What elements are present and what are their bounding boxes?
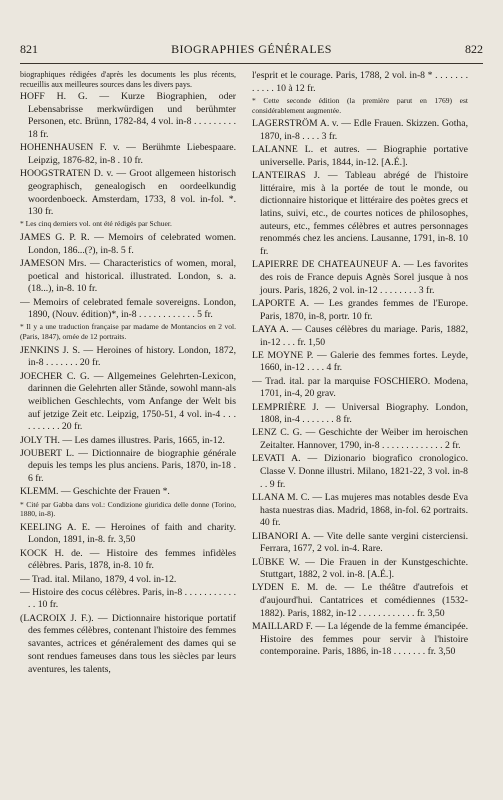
bibliography-entry: JAMESON Mrs. — Characteristics of women, moral, poetical and historical. illustrated. London, s. a.(18...), in-8. 10 fr.: [20, 257, 236, 295]
bibliography-entry: KEELING A. E. — Heroines of faith and charity. London, 1891, in-8. fr. 3,50: [20, 521, 236, 546]
bibliography-entry: KLEMM. — Geschichte der Frauen *.: [20, 486, 170, 498]
footnote: * Il y a une traduction française par madame de Montancios en 2 vol. (Paris, 1847), ornée de 12 portraits.: [20, 322, 236, 342]
bibliography-entry: LAPIERRE DE CHATEAUNEUF A. — Les favorites des rois de France depuis Agnès Sorel jusque à nos jours. Paris, 1826, 2 vol. in-12 . . . . . . . . 3 fr.: [252, 259, 468, 296]
bibliography-entry: LEVATI A. — Dizionario biografico cronologico. Classe V. Donne illustri. Milano, 1821-22, 3 vol. in-8 . . 9 fr.: [252, 453, 468, 490]
footnote: * Cité par Gabba dans vol.: Condizione giuridica delle donne (Torino, 1880, in-8).: [20, 499, 236, 519]
bibliography-entry: JOUBERT L. — Dictionnaire de biographie générale depuis les temps les plus anciens. Paris, 1870, in-18 . 6 fr.: [20, 447, 236, 485]
bibliography-entry: (LACROIX J. F.). — Dictionnaire historique portatif des femmes célèbres, contenant l'histoire des femmes savantes, actrices et généralement des dames qui se sont rendues fameuses dans tous les siècles par leurs aventures, les talents,: [20, 612, 236, 675]
bibliography-entry: — Trad. ital. Milano, 1879, 4 vol. in-12.: [20, 573, 177, 585]
page-number-left: 821: [20, 42, 38, 56]
bibliography-entry: HOOGSTRATEN D. v. — Groot allgemeen historisch geographisch, genealogisch en oordeelkundig woordenboeck. Amsterdam, 1733, 8 vol. in-fol. *. 130 fr.: [20, 168, 236, 218]
bibliography-entry: LENZ C. G. — Geschichte der Weiber im heroischen Zeitalter. Hannover, 1790, in-8 . . . . . . . . . . . . . 2 fr.: [252, 427, 468, 452]
bibliography-entry: MAILLARD F. — La légende de la femme émancipée. Histoire des femmes pour servir à l'histoire contemporaine. Paris, 1886, in-18 . . . . . . . fr. 3,50: [252, 621, 468, 658]
bibliography-entry: l'esprit et le courage. Paris, 1788, 2 vol. in-8 * . . . . . . . . . . . . 10 à 12 fr.: [252, 70, 468, 94]
bibliography-entry: LYDEN E. M. de. — Le théâtre d'autrefois et d'aujourd'hui. Cantatrices et comédiennes (1532-1882). Paris, 1882, in-12 . . . . . . . . . . . . fr. 3,50: [252, 582, 468, 619]
left-column: [20, 70, 236, 785]
bibliography-entry: JOLY TH. — Les dames illustres. Paris, 1665, in-12.: [20, 434, 225, 446]
bibliography-entry: LAPORTE A. — Les grandes femmes de l'Europe. Paris, 1870, in-8, portr. 10 fr.: [252, 297, 468, 322]
bibliography-entry: — Trad. ital. par la marquise FOSCHIERO. Modena, 1701, in-4, 20 grav.: [252, 375, 468, 400]
bibliography-entry: HOFF H. G. — Kurze Biographien, oder Lebensabrisse merkwürdigen und berühmter Personen, etc. Brünn, 1782-84, 4 vol. in-8 . . . . . . . . . 18 fr.: [20, 90, 236, 141]
bibliography-entry: JENKINS J. S. — Heroines of history. London, 1872, in-8 . . . . . . . 20 fr.: [20, 344, 236, 369]
bibliography-entry: JAMES G. P. R. — Memoirs of celebrated women. London, 186...(?), in-8. 5 f.: [20, 232, 236, 256]
bibliography-entry: LEMPRIÈRE J. — Universal Biography. London, 1808, in-4 . . . . . . . 8 fr.: [252, 401, 468, 426]
bibliography-entry: LANTEIRAS J. — Tableau abrégé de l'histoire littéraire, mis à la portée de tout le monde, ou dictionnaire historique et littéraire des poètes grecs et latins, suivi, etc., de courtes notices de philosophes, auteurs, etc., femmes célèbres et autres personnages renommés chez les anciens. Lausanne, 1791, in-8. 10 fr.: [252, 169, 468, 258]
bibliography-entry: KOCK H. de. — Histoire des femmes infidèles célèbres. Paris, 1878, in-8. 10 fr.: [20, 547, 236, 572]
bibliography-entry: LLANA M. C. — Las mujeres mas notables desde Eva hasta nuestras dias. Madrid, 1868, in-fol. 62 portraits. 40 fr.: [252, 491, 468, 529]
right-column: [252, 70, 468, 785]
running-title: BIOGRAPHIES GÉNÉRALES: [171, 42, 332, 56]
bibliography-entry: LALANNE L. et autres. — Biographie portative universelle. Paris, 1844, in-12. [A.É.].: [252, 144, 468, 168]
header-rule: [20, 63, 483, 64]
footnote: biographiques rédigées d'après les documents les plus récents, recueillis aux meilleures sources dans les divers pays.: [20, 70, 236, 90]
bibliography-entry: LE MOYNE P. — Galerie des femmes fortes. Leyde, 1660, in-12 . . . . 4 fr.: [252, 349, 468, 374]
bibliography-entry: LAGERSTRÖM A. v. — Edle Frauen. Skizzen. Gotha, 1870, in-8 . . . . 3 fr.: [252, 118, 468, 142]
bibliography-entry: LÜBKE W. — Die Frauen in der Kunstgeschichte. Stuttgart, 1882, 2 vol. in-8. [A.É.].: [252, 556, 468, 581]
bibliography-entry: JOECHER C. G. — Allgemeines Gelehrten-Lexicon, darinnen die Gelehrten aller Stände, sowohl mann-als weiblichen Geschlechts, vom Anfange der Welt bis auf jetzige Zeit etc. Leipzig, 1750-51, 4 vol. in-4 . . . . . . . . . . 20 fr.: [20, 370, 236, 433]
bibliography-entry: — Memoirs of celebrated female sovereigns. London, 1890, (Nouv. édition)*, in-8 . . . . . . . . . . . . 5 fr.: [20, 296, 236, 321]
bibliography-entry: — Histoire des cocus célèbres. Paris, in-8 . . . . . . . . . . . . . 10 fr.: [20, 586, 236, 611]
running-header: [20, 42, 483, 58]
footnote: * Les cinq derniers vol. ont été rédigés par Schuer.: [20, 219, 172, 229]
bibliography-entry: LAYA A. — Causes célèbres du mariage. Paris, 1882, in-12 . . . fr. 1,50: [252, 323, 468, 348]
footnote: * Cette seconde édition (la première parut en 1769) est considérablement augmentée.: [252, 95, 468, 115]
bibliography-entry: HOHENHAUSEN F. v. — Berühmte Liebespaare. Leipzig, 1876-82, in-8 . 10 fr.: [20, 142, 236, 166]
bibliography-entry: LIBANORI A. — Vite delle sante vergini cisterciensi. Ferrara, 1677, 2 vol. in-4. Rare.: [252, 530, 468, 555]
page-number-right: 822: [465, 42, 483, 56]
